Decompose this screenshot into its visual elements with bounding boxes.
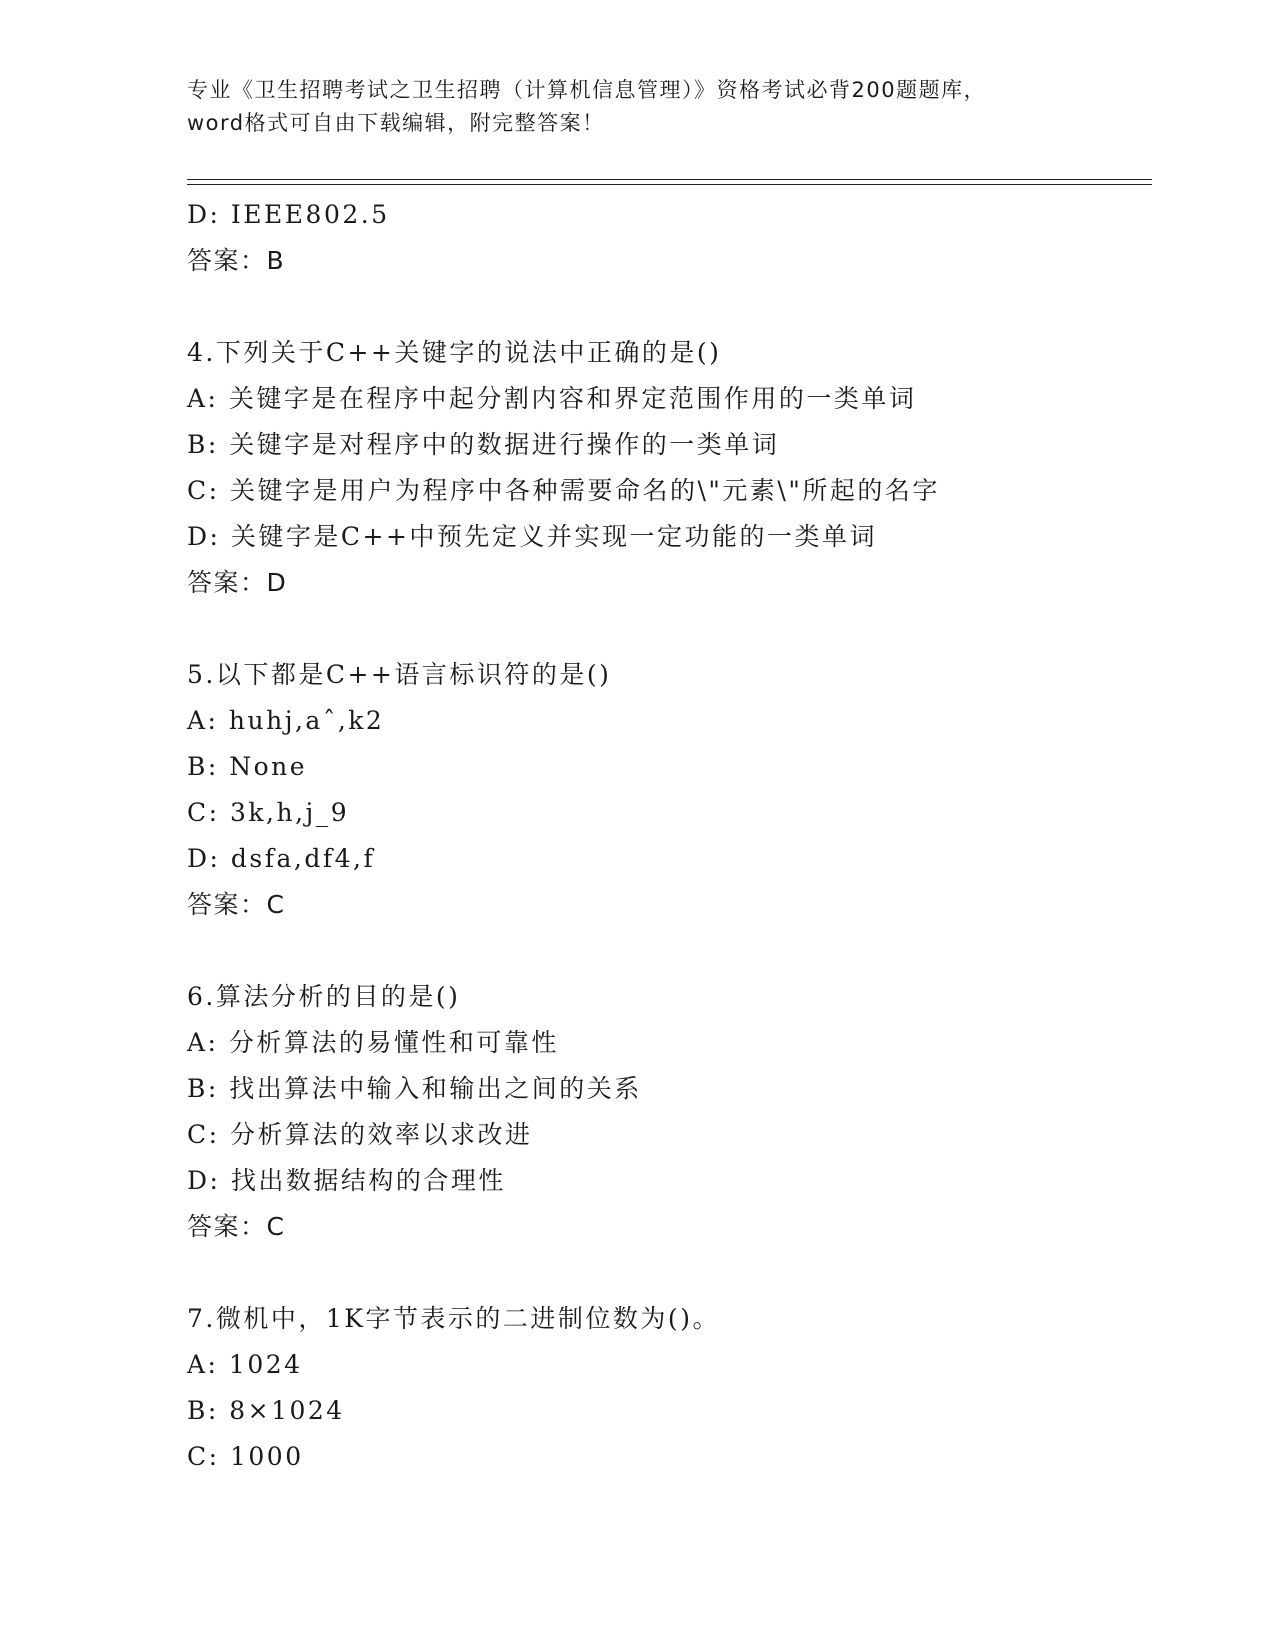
question-7-option-b: B: 8×1024 [187, 1396, 345, 1425]
question-5-answer: 答案：C [187, 890, 286, 919]
question-7-option-a: A: 1024 [187, 1350, 303, 1379]
question-5-option-b: B: None [187, 752, 308, 781]
header-divider-top [187, 179, 1152, 180]
question-5-option-a: A: huhj,aˆ,k2 [187, 706, 385, 735]
question-4-answer: 答案：D [187, 568, 288, 597]
question-list [187, 192, 1147, 1480]
question-4-option-a: A: 关键字是在程序中起分割内容和界定范围作用的一类单词 [187, 384, 917, 413]
header-title-line-2: word格式可自由下载编辑，附完整答案！ [187, 111, 605, 135]
header-title-line-1: 专业《卫生招聘考试之卫生招聘（计算机信息管理）》资格考试必背200题题库， [187, 78, 987, 102]
question-6-option-c: C: 分析算法的效率以求改进 [187, 1120, 533, 1149]
question-6-stem: 6.算法分析的目的是() [187, 982, 461, 1011]
question-7-option-c: C: 1000 [187, 1442, 304, 1471]
spacer [187, 284, 1147, 330]
question-4-option-c: C: 关键字是用户为程序中各种需要命名的\"元素\"所起的名字 [187, 476, 940, 505]
spacer [187, 1250, 1147, 1296]
question-5-option-d: D: dsfa,df4,f [187, 844, 376, 873]
question-6-option-d: D: 找出数据结构的合理性 [187, 1166, 506, 1195]
question-7-stem: 7.微机中，1K字节表示的二进制位数为()。 [187, 1304, 720, 1333]
answer-line: 答案：B [187, 246, 286, 275]
question-4-option-b: B: 关键字是对程序中的数据进行操作的一类单词 [187, 430, 780, 459]
document-header [187, 74, 1147, 140]
spacer [187, 928, 1147, 974]
question-4-stem: 4.下列关于C++关键字的说法中正确的是() [187, 338, 722, 367]
question-5-option-c: C: 3k,h,j_9 [187, 798, 350, 827]
option-d: D: IEEE802.5 [187, 200, 390, 229]
question-6-answer: 答案：C [187, 1212, 286, 1241]
question-4-option-d: D: 关键字是C++中预先定义并实现一定功能的一类单词 [187, 522, 877, 551]
question-6-option-b: B: 找出算法中输入和输出之间的关系 [187, 1074, 642, 1103]
question-6-option-a: A: 分析算法的易懂性和可靠性 [187, 1028, 559, 1057]
question-5-stem: 5.以下都是C++语言标识符的是() [187, 660, 612, 689]
header-divider-bottom [187, 184, 1152, 185]
spacer [187, 606, 1147, 652]
